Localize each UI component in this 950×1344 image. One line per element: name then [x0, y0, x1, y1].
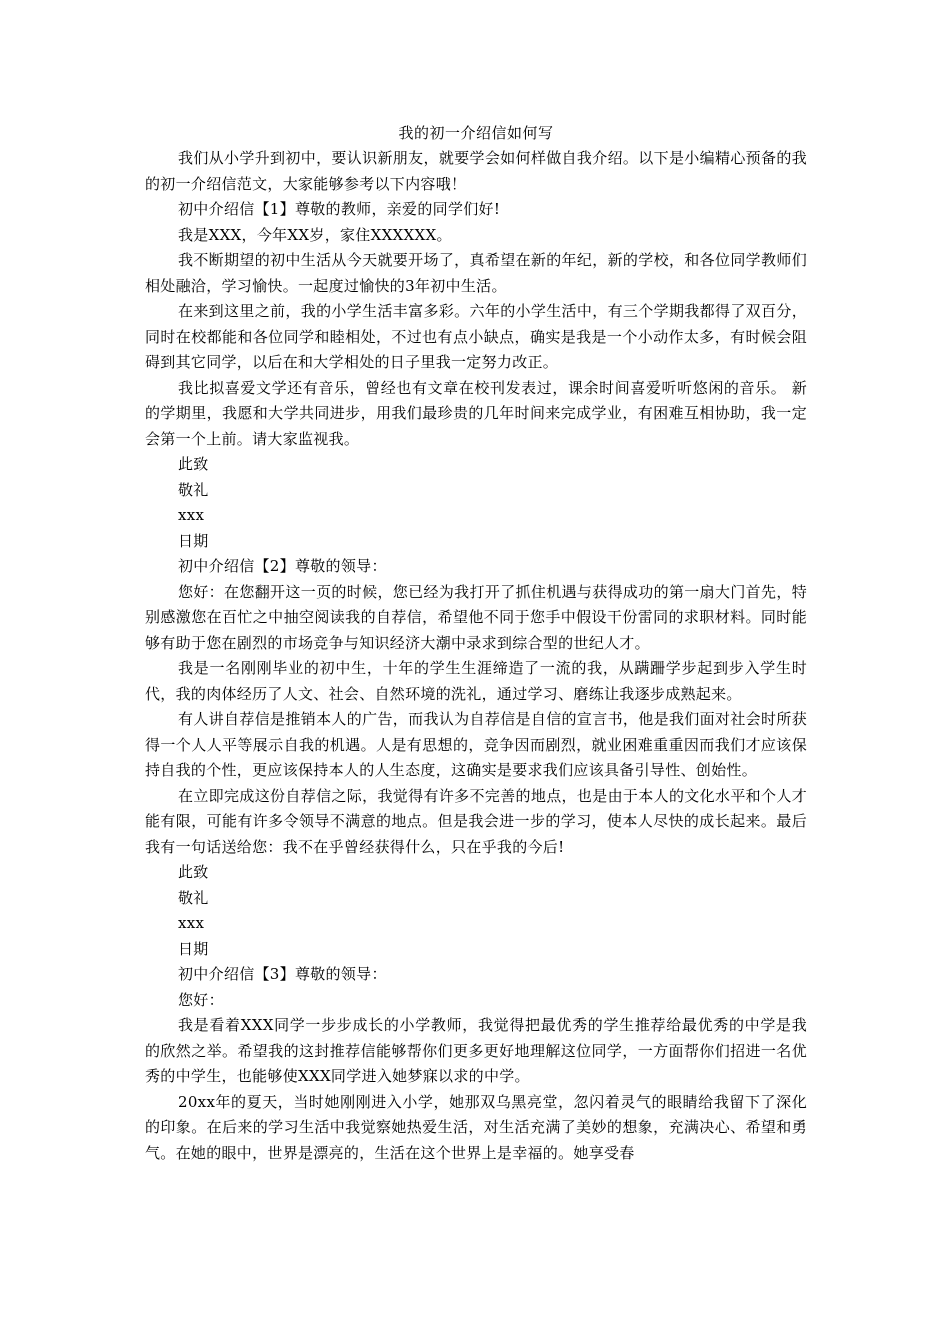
letter-2-signature: xxx: [178, 914, 205, 932]
letter-2-paragraph: 您好：在您翻开这一页的时候，您已经为我打开了抓住机遇与获得成功的第一扇大门首先，特别感激您在百忙之中抽空阅读我的自荐信，希望他不同于您手中假设干份雷同的求职材料。同时能够有助于您在剧烈的市场竞争与知识经济大潮中录求到综合型的世纪人才。: [145, 582, 807, 652]
letter-2-heading: 初中介绍信【2】尊敬的领导：: [178, 557, 387, 575]
letter-3-heading: 初中介绍信【3】尊敬的领导：: [178, 965, 387, 983]
letter-1-paragraph: 我是XXX，今年XX岁，家住XXXXXX。: [178, 225, 452, 244]
letter-3-greeting: 您好：: [178, 990, 224, 1009]
letter-2-closing: 敬礼: [178, 888, 209, 907]
letter-1-heading: 初中介绍信【1】尊敬的教师，亲爱的同学们好!: [178, 200, 501, 218]
intro-paragraph: 我们从小学升到初中，要认识新朋友，就要学会如何样做自我介绍。以下是小编精心预备的我的初一介绍信范文，大家能够参考以下内容哦！: [145, 149, 807, 193]
letter-2-closing: 此致: [178, 863, 209, 881]
document-page: [145, 120, 807, 1166]
letter-1-paragraph: 我比拟喜爱文学还有音乐，曾经也有文章在校刊发表过，课余时间喜爱听听悠闲的音乐。 新的学期里，我愿和大学共同进步，用我们最珍贵的几年时间来完成学业，有困难互相协助，我一定会第一个上前。请大家监视我。: [145, 378, 807, 448]
letter-3-paragraph: 我是看着XXX同学一步步成长的小学教师，我觉得把最优秀的学生推荐给最优秀的中学是我的欣然之举。希望我的这封推荐信能够帮你们更多更好地理解这位同学，一方面帮你们招进一名优秀的中学生，也能够使XXX同学进入她梦寐以求的中学。: [145, 1016, 807, 1085]
document-title: 我的初一介绍信如何写: [398, 124, 554, 142]
letter-1-signature: xxx: [178, 506, 205, 524]
letter-1-date: 日期: [178, 531, 209, 550]
letter-1-closing: 此致: [178, 455, 209, 473]
letter-1-closing: 敬礼: [178, 480, 209, 499]
letter-2-paragraph: 有人讲自荐信是推销本人的广告，而我认为自荐信是自信的宣言书，他是我们面对社会时所获得一个人人平等展示自我的机遇。人是有思想的，竞争因而剧烈，就业困难重重因而我们才应该保持自我的个性，更应该保持本人的人生态度，这确实是要求我们应该具备引导性、创始性。: [145, 710, 807, 779]
letter-1-paragraph: 在来到这里之前，我的小学生活丰富多彩。六年的小学生活中，有三个学期我都得了双百分，同时在校都能和各位同学和睦相处，不过也有点小缺点，确实是我是一个小动作太多，有时候会阻碍到其它同学，以后在和大学相处的日子里我一定努力改正。: [145, 302, 807, 371]
letter-1-paragraph: 我不断期望的初中生活从今天就要开场了，真希望在新的年纪，新的学校，和各位同学教师们相处融洽，学习愉快。一起度过愉快的3年初中生活。: [145, 251, 807, 295]
letter-3-paragraph: 20xx年的夏天，当时她刚刚进入小学，她那双乌黑亮堂，忽闪着灵气的眼睛给我留下了深化的印象。在后来的学习生活中我觉察她热爱生活，对生活充满了美妙的想象，充满决心、希望和勇气。在她的眼中，世界是漂亮的，生活在这个世界上是幸福的。她享受春: [145, 1092, 807, 1162]
letter-2-paragraph: 在立即完成这份自荐信之际，我觉得有许多不完善的地点，也是由于本人的文化水平和个人才能有限，可能有许多令领导不满意的地点。但是我会进一步的学习，使本人尽快的成长起来。最后我有一句话送给您：我不在乎曾经获得什么，只在乎我的今后!: [145, 786, 807, 856]
letter-2-date: 日期: [178, 939, 209, 958]
letter-2-paragraph: 我是一名刚刚毕业的初中生，十年的学生生涯缔造了一流的我，从蹒跚学步起到步入学生时代，我的肉体经历了人文、社会、自然环境的洗礼，通过学习、磨练让我逐步成熟起来。: [145, 659, 807, 703]
document-body: [145, 146, 807, 1166]
